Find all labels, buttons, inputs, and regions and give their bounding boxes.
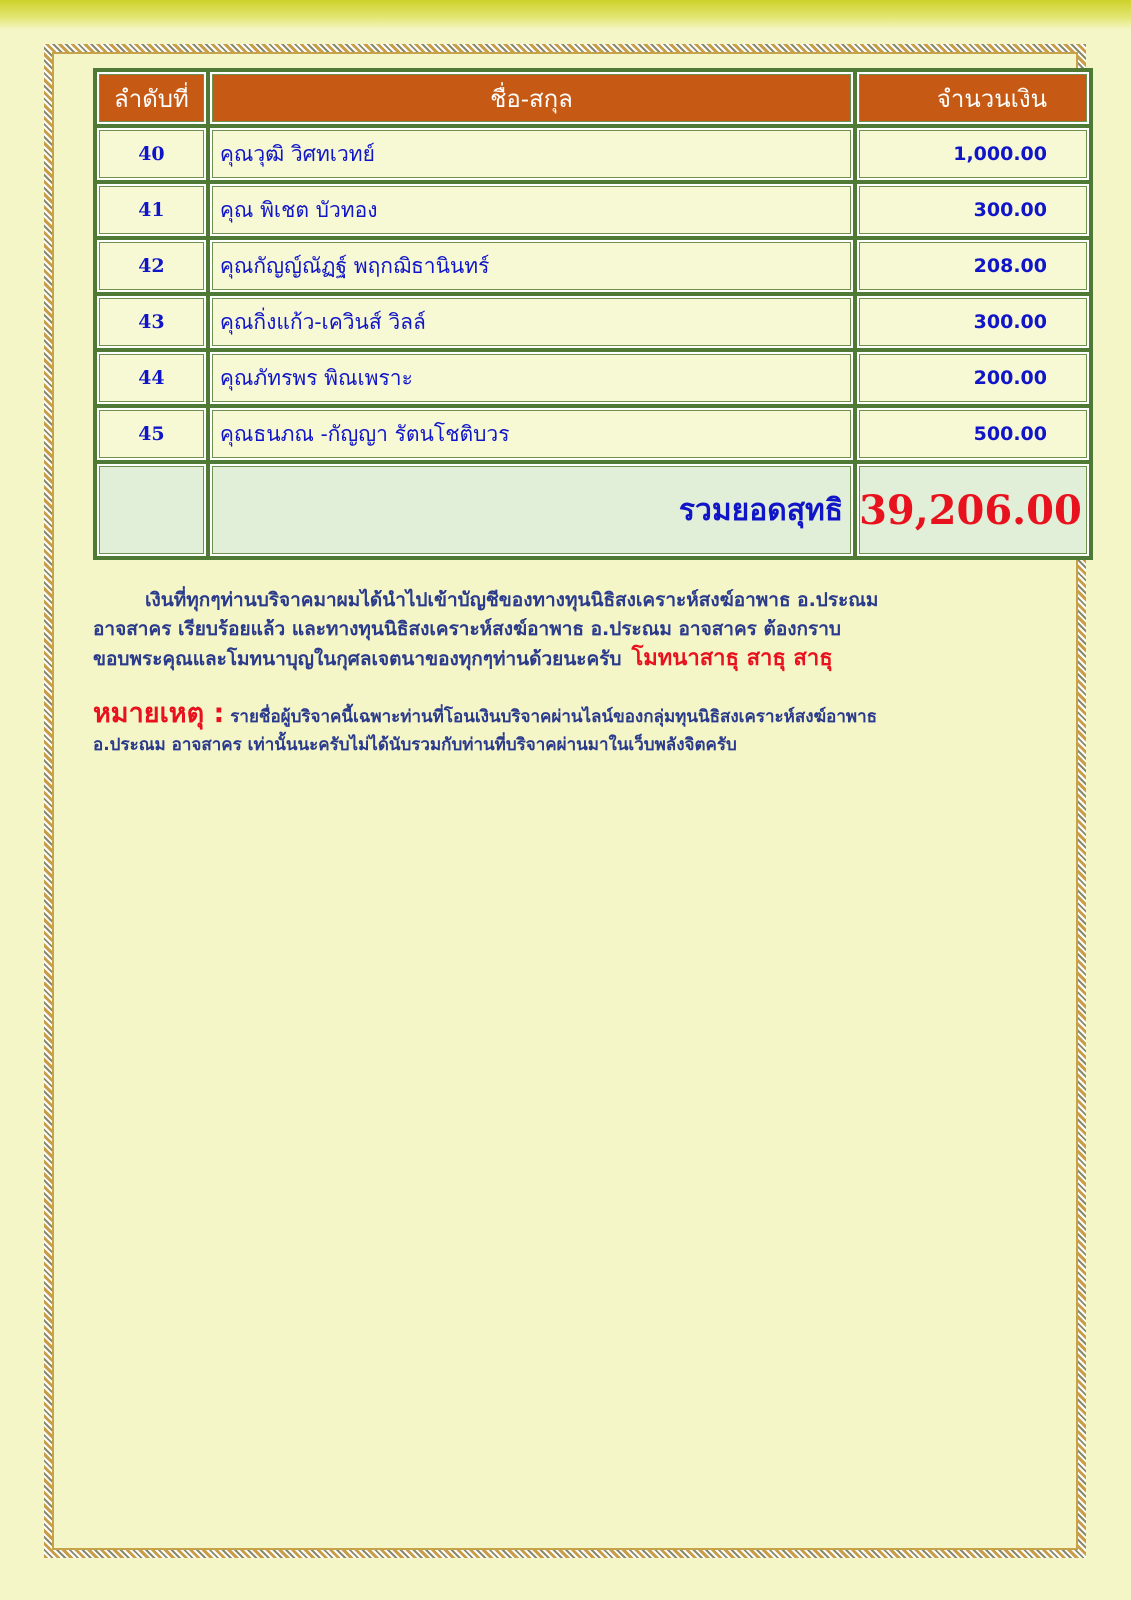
row-name: คุณกัญญ์ณัฏฐ์ พฤกฌิธานินทร์ (210, 240, 853, 292)
row-name: คุณธนภณ -กัญญา รัตนโชติบวร (210, 408, 853, 460)
blessing-text: โมทนาสาธุ สาธุ สาธุ (631, 646, 833, 671)
note-label: หมายเหตุ : (93, 698, 225, 729)
donor-table-container (93, 68, 1082, 566)
table-row (97, 296, 1089, 348)
table-row (97, 240, 1089, 292)
decorative-frame (44, 44, 1086, 1558)
total-label: รวมยอดสุทธิ (210, 464, 853, 556)
top-gradient-band (0, 0, 1131, 30)
header-order: ลำดับที่ (97, 72, 206, 124)
header-amount: จำนวนเงิน (857, 72, 1089, 124)
content-area (52, 52, 1082, 1550)
row-number: 41 (97, 184, 206, 236)
total-empty-cell (97, 464, 206, 556)
row-amount: 1,000.00 (857, 128, 1089, 180)
row-number: 40 (97, 128, 206, 180)
header-name: ชื่อ-สกุล (210, 72, 853, 124)
table-header-row (97, 72, 1089, 124)
row-number: 42 (97, 240, 206, 292)
row-amount: 300.00 (857, 184, 1089, 236)
row-name: คุณวุฒิ วิศทเวทย์ (210, 128, 853, 180)
row-amount: 300.00 (857, 296, 1089, 348)
table-row (97, 408, 1089, 460)
note-line-1: หมายเหตุ : รายชื่อผู้บริจาคนี้เฉพาะท่านที่โอนเงินบริจาคผ่านไลน์ของกลุ่มทุนนิธิสงเคราะห์สงฆ์อาพาธ (93, 698, 878, 729)
row-amount: 208.00 (857, 240, 1089, 292)
note-paragraph (93, 700, 1098, 759)
total-value: 39,206.00 (857, 464, 1089, 556)
row-amount: 200.00 (857, 352, 1089, 404)
note-line-2: อ.ประณม อาจสาคร เท่านั้นนะครับไม่ได้นับรวมกับท่านที่บริจาคผ่านมาในเว็บพลังจิตครับ (93, 735, 737, 755)
paragraph-line-3: ขอบพระคุณและโมทนาบุญในกุศลเจตนาของทุกๆท่านด้วยนะครับ โมทนาสาธุ สาธุ สาธุ (93, 646, 833, 671)
paragraph-line-2: อาจสาคร เรียบร้อยแล้ว และทางทุนนิธิสงเคราะห์สงฆ์อาพาธ อ.ประณม อาจสาคร ต้องกราบ (93, 618, 841, 640)
table-row (97, 352, 1089, 404)
table-row (97, 184, 1089, 236)
row-name: คุณกิ่งแก้ว-เควินส์ วิลล์ (210, 296, 853, 348)
row-number: 44 (97, 352, 206, 404)
row-amount: 500.00 (857, 408, 1089, 460)
row-number: 45 (97, 408, 206, 460)
thanks-paragraph (93, 586, 1098, 674)
paragraph-line-1: เงินที่ทุกๆท่านบริจาคมาผมได้นำไปเข้าบัญชีของทางทุนนิธิสงเคราะห์สงฆ์อาพาธ อ.ประณม (145, 589, 879, 611)
total-row (97, 464, 1089, 556)
row-name: คุณ พิเชต บัวทอง (210, 184, 853, 236)
row-number: 43 (97, 296, 206, 348)
row-name: คุณภัทรพร พิณเพราะ (210, 352, 853, 404)
donor-table (93, 68, 1093, 560)
table-row (97, 128, 1089, 180)
